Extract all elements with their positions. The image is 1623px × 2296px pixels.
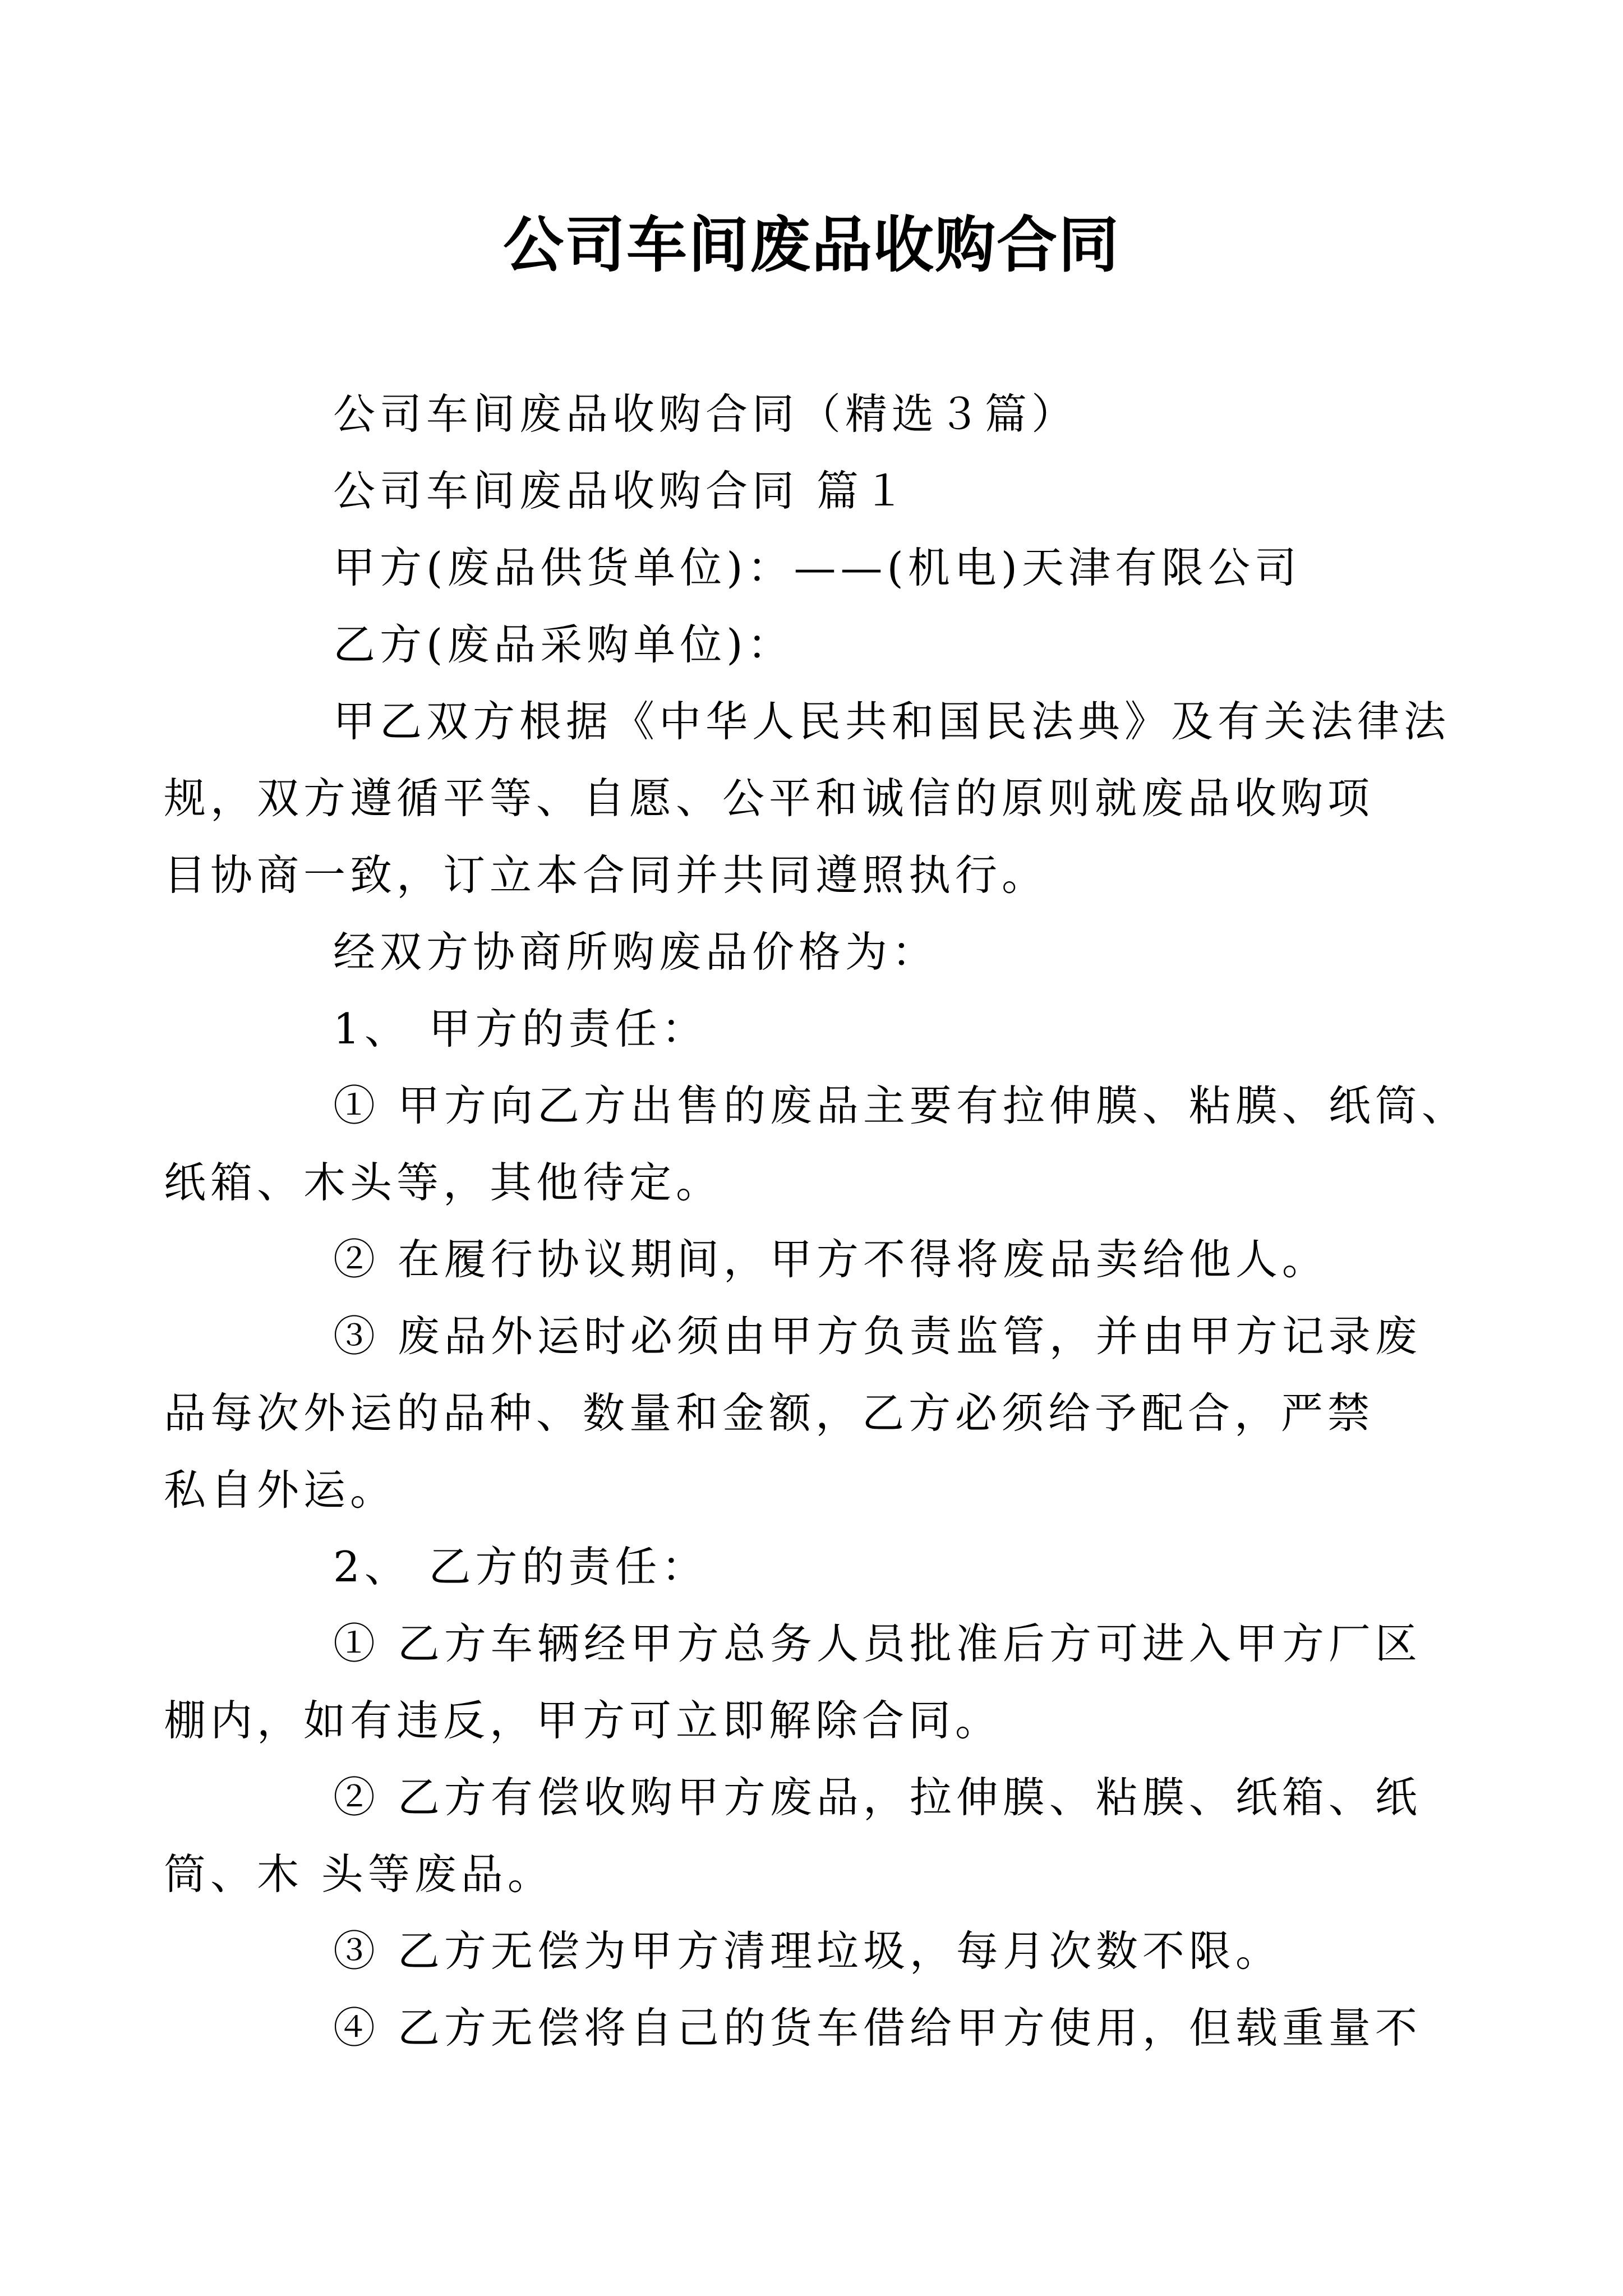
text-line: ① 乙方车辆经甲方总务人员批准后方可进入甲方厂区 [333, 1619, 1422, 1668]
paragraph [164, 1759, 1422, 1913]
paragraph [248, 606, 1390, 683]
text-line: ① 甲方向乙方出售的废品主要有拉伸膜、粘膜、纸筒、 [333, 1081, 1468, 1130]
text-line: 品每次外运的品种、数量和金额，乙方必须给予配合，严禁 [164, 1388, 1375, 1438]
paragraph [248, 453, 1390, 530]
text-line: 私自外运。 [164, 1465, 397, 1515]
text-line: ② 在履行协议期间，甲方不得将废品卖给他人。 [333, 1235, 1329, 1284]
document-title: 公司车间废品收购合同 [502, 210, 1120, 280]
text-line: ③ 乙方无偿为甲方清理垃圾，每月次数不限。 [333, 1926, 1282, 1976]
text-line: 目协商一致，订立本合同并共同遵照执行。 [164, 850, 1049, 900]
paragraph [164, 1298, 1422, 1529]
text-line: ④ 乙方无偿将自己的货车借给甲方使用，但载重量不 [333, 2003, 1422, 2053]
paragraph [248, 1913, 1390, 1990]
text-line: 乙方(废品采购单位)： [333, 620, 794, 669]
text-line: 1、 甲方的责任： [333, 1004, 708, 1053]
text-line: 公司车间废品收购合同 篇１ [333, 466, 910, 516]
text-line: 规，双方遵循平等、自愿、公平和诚信的原则就废品收购项 [164, 774, 1375, 823]
paragraph [248, 530, 1390, 606]
paragraph [248, 914, 1390, 991]
paragraph [248, 1529, 1390, 1605]
text-line: 棚内，如有违反，甲方可立即解除合同。 [164, 1696, 1002, 1745]
paragraph [248, 991, 1390, 1068]
text-line: 2、 乙方的责任： [333, 1542, 708, 1591]
text-line: ③ 废品外运时必须由甲方负责监管，并由甲方记录废 [333, 1312, 1422, 1361]
text-line: 甲乙双方根据《中华人民共和国民法典》及有关法律法 [333, 697, 1451, 746]
text-line: 经双方协商所购废品价格为： [333, 927, 939, 977]
paragraph [248, 1221, 1390, 1298]
text-line: 筒、木 头等废品。 [164, 1849, 554, 1899]
text-line: 甲方(废品供货单位)：——(机电)天津有限公司 [333, 543, 1302, 592]
document-body [164, 376, 1468, 2067]
paragraph [164, 683, 1451, 914]
paragraph [164, 1605, 1422, 1759]
text-line: 公司车间废品收购合同（精选３篇） [333, 389, 1078, 439]
paragraph [248, 1990, 1422, 2067]
paragraph [164, 1068, 1468, 1221]
text-line: ② 乙方有偿收购甲方废品，拉伸膜、粘膜、纸箱、纸 [333, 1773, 1422, 1822]
paragraph [248, 376, 1390, 453]
text-line: 纸箱、木头等，其他待定。 [164, 1158, 723, 1207]
